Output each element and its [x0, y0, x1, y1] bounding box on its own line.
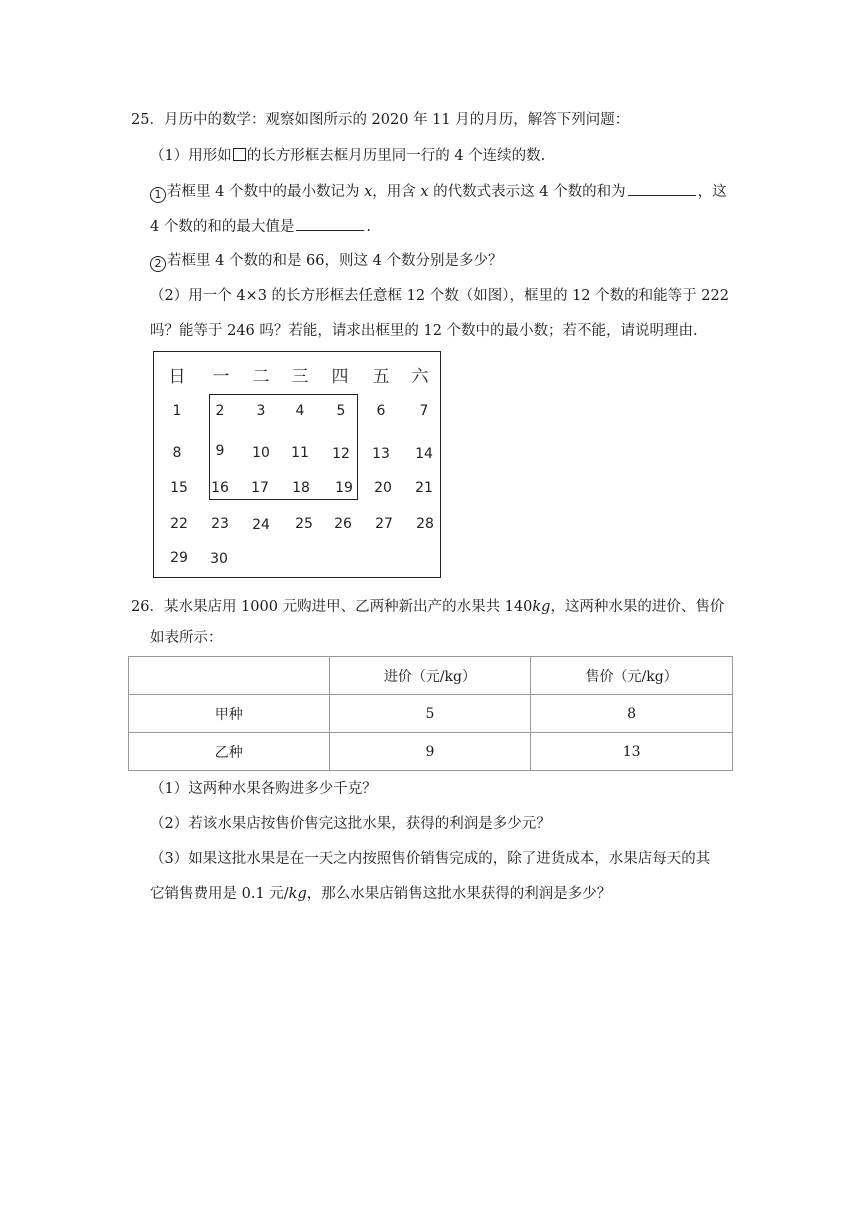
- q26-part-2: （2）若该水果店按售价售完这批水果，获得的利润是多少元？: [150, 816, 551, 832]
- answer-blank-1[interactable]: [628, 181, 696, 196]
- cal-day: 28: [416, 516, 434, 532]
- table-header-row: [129, 657, 733, 695]
- cal-header: 一: [212, 367, 230, 387]
- var-x-2: x: [420, 184, 429, 200]
- table-cell: 13: [531, 733, 733, 771]
- q25-line-5-text: 若框里 4 个数的和是 66，则这 4 个数分别是多少？: [167, 253, 503, 269]
- price-table: [128, 656, 733, 771]
- var-x-1: x: [364, 184, 373, 200]
- cal-day: 8: [172, 445, 182, 461]
- cal-day: 9: [215, 443, 225, 459]
- q25-line-2-b: 的长方形框去框月历里同一行的 4 个连续的数.: [246, 148, 546, 164]
- cal-day: 14: [415, 446, 433, 462]
- q25-line-3-a: 若框里 4 个数中的最小数记为: [167, 184, 365, 200]
- q26-line-1: [131, 597, 724, 617]
- q25-line-2-a: （1）用形如: [150, 148, 232, 164]
- q25-line-6: （2）用一个 4×3 的长方形框去任意框 12 个数（如图），框里的 12 个数的和能等于 222: [150, 288, 729, 304]
- table-header-cell: [129, 657, 330, 695]
- cal-day: 17: [251, 480, 269, 496]
- cal-header: 四: [331, 367, 349, 387]
- q26-part-1: （1）这两种水果各购进多少千克？: [150, 781, 377, 797]
- table-cell: 乙种: [129, 733, 330, 771]
- cal-header: 三: [291, 367, 309, 387]
- cal-day: 26: [334, 516, 352, 532]
- circled-number-2: 2: [150, 256, 166, 272]
- cal-day: 23: [211, 516, 229, 532]
- cal-day: 7: [419, 403, 429, 419]
- table-cell: 8: [531, 695, 733, 733]
- q25-line-3-d: ，这: [697, 184, 727, 200]
- cal-day: 24: [252, 517, 270, 533]
- q26-part-4-a: 它销售费用是 0.1 元/: [150, 886, 289, 902]
- q26-part-4-b: ，那么水果店销售这批水果获得的利润是多少？: [306, 886, 612, 902]
- table-cell: 甲种: [129, 695, 330, 733]
- table-cell: 5: [329, 695, 531, 733]
- unit-kg-2: kg: [288, 886, 307, 902]
- cal-day: 6: [376, 403, 386, 419]
- cal-header: 六: [411, 367, 429, 387]
- q26-line-1-a: 26．某水果店用 1000 元购进甲、乙两种新出产的水果共 140: [131, 599, 533, 615]
- cal-day: 21: [415, 480, 433, 496]
- table-cell: 9: [329, 733, 531, 771]
- table-row: [129, 695, 733, 733]
- cal-day: 1: [172, 403, 182, 419]
- table-row: [129, 733, 733, 771]
- q25-line-1: 25．月历中的数学：观察如图所示的 2020 年 11 月的月历，解答下列问题：: [131, 112, 630, 128]
- cal-day: 29: [170, 550, 188, 566]
- cal-day: 5: [336, 403, 346, 419]
- q25-line-5: [150, 251, 502, 272]
- q25-line-7: 吗？能等于 246 吗？若能，请求出框里的 12 个数中的最小数；若不能，请说明理由.: [150, 323, 698, 339]
- q25-line-4-a: 4 个数的和的最大值是: [150, 219, 295, 235]
- cal-day: 20: [374, 480, 392, 496]
- q25-line-3: [150, 181, 727, 203]
- table-header-cell: 进价（元/kg）: [329, 657, 531, 695]
- cal-day: 3: [256, 403, 266, 419]
- q25-line-2: [150, 146, 545, 166]
- q26-line-1-b: ，这两种水果的进价、售价: [550, 599, 725, 615]
- table-header-cell: 售价（元/kg）: [531, 657, 733, 695]
- cal-day: 19: [335, 480, 353, 496]
- cal-header: 二: [252, 367, 270, 387]
- q25-line-4: [150, 216, 371, 237]
- calendar: [153, 351, 441, 578]
- cal-day: 13: [372, 446, 390, 462]
- cal-day: 2: [215, 403, 225, 419]
- cal-day: 27: [375, 516, 393, 532]
- cal-day: 16: [211, 480, 229, 496]
- cal-day: 12: [332, 446, 350, 462]
- small-square-icon: [233, 148, 246, 161]
- cal-day: 30: [210, 551, 228, 567]
- cal-header: 五: [372, 367, 390, 387]
- q26-part-3: （3）如果这批水果是在一天之内按照售价销售完成的，除了进货成本，水果店每天的其: [150, 851, 711, 867]
- cal-day: 22: [170, 516, 188, 532]
- unit-kg-1: kg: [532, 599, 551, 615]
- cal-header: 日: [168, 367, 186, 387]
- q26-part-4: [150, 884, 611, 904]
- q25-line-3-c: 的代数式表示这 4 个数的和为: [428, 184, 626, 200]
- cal-day: 4: [295, 403, 305, 419]
- cal-day: 11: [291, 445, 309, 461]
- cal-day: 10: [252, 445, 270, 461]
- cal-day: 25: [295, 516, 313, 532]
- q26-line-2: 如表所示：: [150, 630, 223, 646]
- circled-number-1: 1: [150, 187, 166, 203]
- q25-line-4-b: .: [366, 219, 371, 235]
- cal-day: 18: [292, 480, 310, 496]
- q25-line-3-b: ，用含: [372, 184, 421, 200]
- cal-day: 15: [170, 480, 188, 496]
- answer-blank-2[interactable]: [296, 216, 364, 231]
